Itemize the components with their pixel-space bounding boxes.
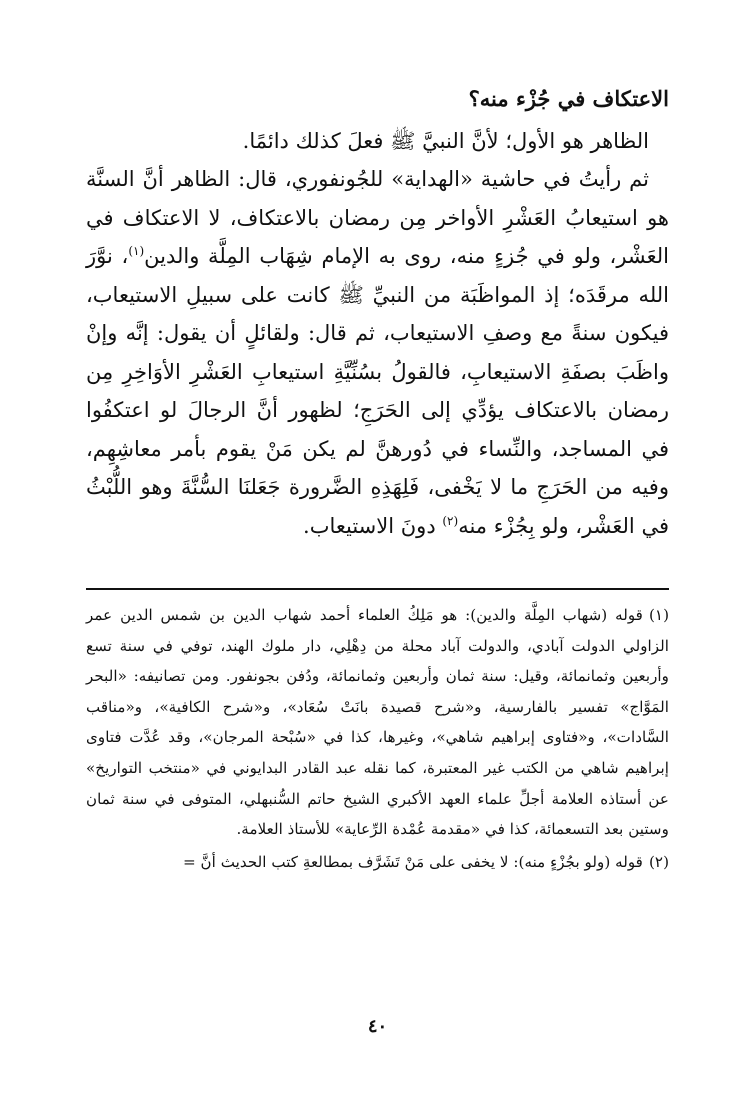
footnote-2 [86,847,669,878]
question-line: الاعتكاف في جُزْء منه؟ [468,86,669,111]
footnote-text: قوله (شهاب المِلَّة والدين): هو مَلِكُ العلماء أحمد شهاب الدين بن شمس الدين عمر الزاولي الدولت آبادي، والدولت آباد محلة من دِهْلِي، دار ملوك الهند، توفي في سنة تسع وأربعين وثمانمائة، وقيل: سنة ثمان وأربعين وثمانمائة، ودُفن بجونفور. ومن تصانيفه: «البحر المَوَّاج» تفسير بالفارسية، و«شرح قصيدة بانَتْ سُعَاد»، و«شرح الكافية»، و«مناقب السَّادات»، و«فتاوى إبراهيم شاهي»، وغيرها، كذا في «سُبْحة المرجان»، وقد عُدَّت فتاوى إبراهيم شاهي من الكتب غير المعتبرة، كما نقله عبد القادر البدايوني في «منتخب التواريخ» عن أستاذه العلامة أجلِّ علماء العهد الأكبري الشيخ حاتم السُّنبهلي، المتوفى في سنة ثمان وستين بعد التسعمائة، كذا في «مقدمة عُمْدة الرِّعاية» للأستاذ العلامة. [86,606,669,839]
footnote-1 [86,600,669,845]
main-text [86,80,669,545]
footnote-ref-2[interactable]: (٢) [442,513,459,528]
footnote-number: (١) [648,606,669,624]
footnote-number: (٢) [648,852,669,871]
page-number: ٤٠ [367,1016,388,1037]
paragraph-text-part-2: ، نوَّرَ الله مرقَدَه؛ إذ المواظَبَة من النبيِّ ﷺ كانت على سبيلِ الاستيعاب، فيكون سنةً مع وصفِ الاستيعاب، ثم قال: ولقائلٍ أن يقول: إنَّه وإنْ واظَبَ بصفَةِ الاستيعابِ، فالقولُ بسُنِّيَّةِ استيعابِ العَشْرِ الأوَاخِرِ مِن رمضان بالاعتكاف يؤدِّي إلى الحَرَجِ؛ لظهور أنَّ الرجالَ لو اعتكفُوا في المساجد، والنِّساء في دُورهنَّ لم يكن مَنْ يقوم بأمر معاشِهِم، وفيه من الحَرَجِ ما لا يَخْفى، فَلِهَذِهِ الضَّرورة جَعَلنَا السُّنَّةَ وهو اللُّبْثُ في العَشْر، ولو بِجُزْء منه [86,244,669,538]
footnotes-section [86,600,669,879]
footnote-separator [86,588,669,590]
paragraph-text-part-3: دونَ الاستيعاب. [303,513,443,538]
paragraph-text-part-1: ثم رأيتُ في حاشية «الهداية» للجُونفوري، قال: الظاهر أنَّ السنَّة هو استيعابُ العَشْرِ الأواخر مِن رمضان بالاعتكاف، لا الاعتكاف في العَشْر، ولو في جُزءٍ منه، روى به الإمام شِهَاب المِلَّة والدين [86,167,670,268]
main-paragraph [86,160,669,545]
footnote-ref-1[interactable]: (١) [128,244,145,258]
answer-line: الظاهر هو الأول؛ لأنَّ النبيَّ ﷺ فعلَ كذلك دائمًا. [242,128,649,153]
footnote-text: قوله (ولو بجُزْءٍ منه): لا يخفى على مَنْ تَشَرَّف بمطالعةِ كتب الحديث أنَّ = [182,852,643,871]
